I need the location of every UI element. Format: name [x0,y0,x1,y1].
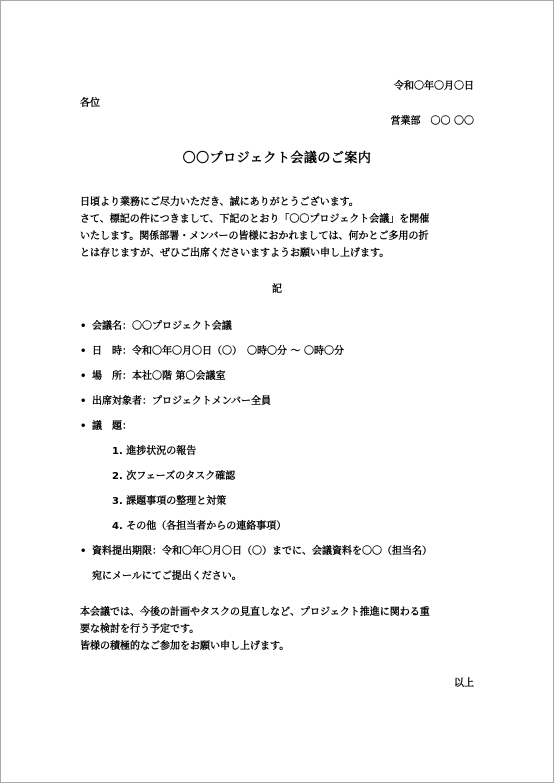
bullet-attendees: • [80,396,87,407]
item-attendees: 出席対象者：プロジェクトメンバー全員 [92,396,271,407]
item-agenda-label: 議 題： [92,421,132,432]
item-deadline-line-1: 資料提出期限：令和〇年〇月〇日（〇）までに、会議資料を〇〇（担当名） [92,546,432,557]
closing-line-2: 要な検討を行う予定です。 [80,624,200,635]
agenda-item-3: 3. 課題事項の整理と対策 [112,496,227,507]
closing-line-1: 本会議では、今後の計画やタスクの見直しなど、プロジェクト推進に関わる重 [80,607,430,618]
intro-line-4: とは存じますが、ぜひご出席くださいますようお願い申し上げます。 [80,248,390,259]
bullet-agenda: • [80,421,87,432]
agenda-item-2: 2. 次フェーズのタスク確認 [112,471,236,482]
addressee: 各位 [80,98,100,109]
intro-line-1: 日頃より業務にご尽力いただき、誠にありがとうございます。 [80,197,359,208]
bullet-datetime: • [80,346,87,357]
agenda-item-4: 4. その他（各担当者からの連絡事項） [112,521,287,532]
bullet-deadline: • [80,546,87,557]
intro-line-3: いたします。関係部署・メンバーの皆様におかれましては、何かとご多用の折 [80,231,429,242]
item-place: 場 所：本社〇階 第〇会議室 [92,371,226,382]
ki-heading: 記 [272,284,282,295]
document-title: 〇〇プロジェクト会議のご案内 [182,151,372,166]
bullet-place: • [80,371,87,382]
item-deadline-line-2: 宛にメールにてご提出ください。 [92,571,242,582]
agenda-item-1: 1. 進捗状況の報告 [112,446,197,457]
intro-line-2: さて、標記の件につきまして、下記のとおり「〇〇プロジェクト会議」を開催 [80,214,430,225]
end-mark: 以上 [454,678,474,689]
document-date: 令和〇年〇月〇日 [394,81,474,92]
bullet-name: • [80,321,87,332]
item-datetime: 日 時：令和〇年〇月〇日（〇） 〇時〇分 ～ 〇時〇分 [92,346,344,357]
item-meeting-name: 会議名：〇〇プロジェクト会議 [92,321,232,332]
sender: 営業部 〇〇 〇〇 [390,116,474,127]
closing-line-3: 皆様の積極的なご参加をお願い申し上げます。 [80,641,290,652]
